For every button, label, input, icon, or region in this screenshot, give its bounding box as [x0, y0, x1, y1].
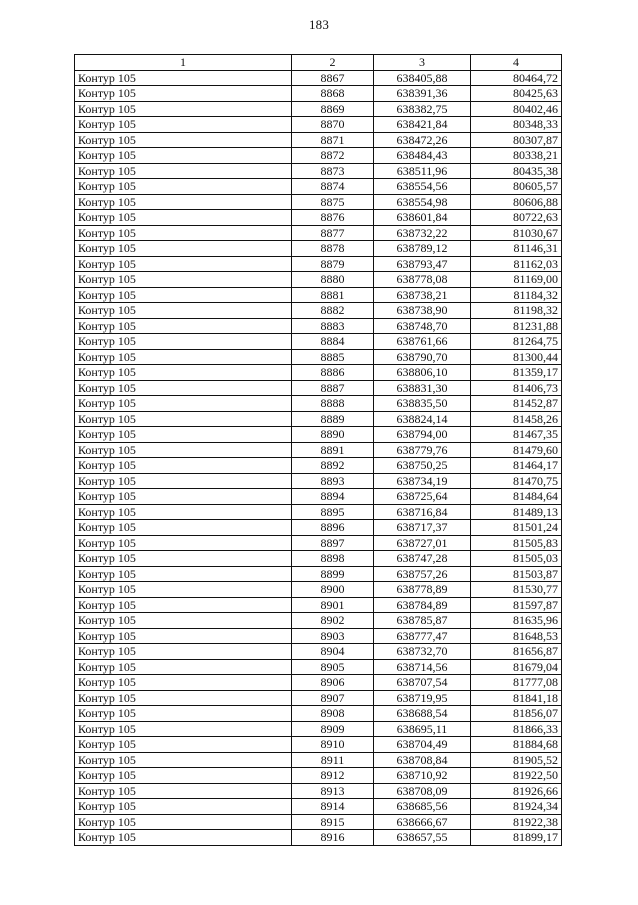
point-number-cell: 8877: [292, 225, 374, 241]
y-coordinate-cell: 81926,66: [471, 783, 562, 799]
x-coordinate-cell: 638708,84: [374, 752, 471, 768]
contour-name-cell: Контур 105: [75, 303, 292, 319]
point-number-cell: 8902: [292, 613, 374, 629]
y-coordinate-cell: 81231,88: [471, 318, 562, 334]
point-number-cell: 8870: [292, 117, 374, 133]
point-number-cell: 8871: [292, 132, 374, 148]
table-row: [75, 411, 562, 427]
point-number-cell: 8876: [292, 210, 374, 226]
table-row: [75, 830, 562, 846]
contour-name-cell: Контур 105: [75, 644, 292, 660]
contour-name-cell: Контур 105: [75, 768, 292, 784]
point-number-cell: 8911: [292, 752, 374, 768]
table-row: [75, 752, 562, 768]
y-coordinate-cell: 81484,64: [471, 489, 562, 505]
point-number-cell: 8887: [292, 380, 374, 396]
contour-name-cell: Контур 105: [75, 830, 292, 846]
point-number-cell: 8904: [292, 644, 374, 660]
x-coordinate-cell: 638824,14: [374, 411, 471, 427]
table-row: [75, 721, 562, 737]
x-coordinate-cell: 638719,95: [374, 690, 471, 706]
y-coordinate-cell: 81467,35: [471, 427, 562, 443]
table-row: [75, 520, 562, 536]
contour-name-cell: Контур 105: [75, 411, 292, 427]
contour-name-cell: Контур 105: [75, 752, 292, 768]
table-row: [75, 535, 562, 551]
contour-name-cell: Контур 105: [75, 737, 292, 753]
x-coordinate-cell: 638732,70: [374, 644, 471, 660]
contour-name-cell: Контур 105: [75, 287, 292, 303]
contour-name-cell: Контур 105: [75, 86, 292, 102]
table-row: [75, 737, 562, 753]
y-coordinate-cell: 81905,52: [471, 752, 562, 768]
point-number-cell: 8892: [292, 458, 374, 474]
y-coordinate-cell: 80722,63: [471, 210, 562, 226]
x-coordinate-cell: 638405,88: [374, 70, 471, 86]
contour-name-cell: Контур 105: [75, 551, 292, 567]
y-coordinate-cell: 80605,57: [471, 179, 562, 195]
header-cell-4: 4: [471, 55, 562, 71]
contour-name-cell: Контур 105: [75, 194, 292, 210]
table-row: [75, 287, 562, 303]
contour-name-cell: Контур 105: [75, 473, 292, 489]
point-number-cell: 8912: [292, 768, 374, 784]
x-coordinate-cell: 638732,22: [374, 225, 471, 241]
contour-name-cell: Контур 105: [75, 814, 292, 830]
table-row: [75, 644, 562, 660]
contour-name-cell: Контур 105: [75, 318, 292, 334]
contour-name-cell: Контур 105: [75, 70, 292, 86]
x-coordinate-cell: 638554,56: [374, 179, 471, 195]
contour-name-cell: Контур 105: [75, 582, 292, 598]
contour-name-cell: Контур 105: [75, 365, 292, 381]
contour-name-cell: Контур 105: [75, 225, 292, 241]
x-coordinate-cell: 638704,49: [374, 737, 471, 753]
point-number-cell: 8885: [292, 349, 374, 365]
point-number-cell: 8915: [292, 814, 374, 830]
point-number-cell: 8868: [292, 86, 374, 102]
table-row: [75, 613, 562, 629]
x-coordinate-cell: 638716,84: [374, 504, 471, 520]
table-row: [75, 442, 562, 458]
y-coordinate-cell: 80338,21: [471, 148, 562, 164]
x-coordinate-cell: 638738,21: [374, 287, 471, 303]
point-number-cell: 8910: [292, 737, 374, 753]
table-row: [75, 241, 562, 257]
contour-name-cell: Контур 105: [75, 659, 292, 675]
point-number-cell: 8874: [292, 179, 374, 195]
table-row: [75, 675, 562, 691]
table-row: [75, 427, 562, 443]
y-coordinate-cell: 81648,53: [471, 628, 562, 644]
point-number-cell: 8886: [292, 365, 374, 381]
y-coordinate-cell: 81184,32: [471, 287, 562, 303]
point-number-cell: 8906: [292, 675, 374, 691]
x-coordinate-cell: 638717,37: [374, 520, 471, 536]
point-number-cell: 8908: [292, 706, 374, 722]
y-coordinate-cell: 81505,03: [471, 551, 562, 567]
y-coordinate-cell: 81162,03: [471, 256, 562, 272]
x-coordinate-cell: 638750,25: [374, 458, 471, 474]
y-coordinate-cell: 81884,68: [471, 737, 562, 753]
y-coordinate-cell: 81359,17: [471, 365, 562, 381]
contour-name-cell: Контур 105: [75, 101, 292, 117]
y-coordinate-cell: 81198,32: [471, 303, 562, 319]
contour-name-cell: Контур 105: [75, 706, 292, 722]
contour-name-cell: Контур 105: [75, 272, 292, 288]
point-number-cell: 8896: [292, 520, 374, 536]
x-coordinate-cell: 638657,55: [374, 830, 471, 846]
point-number-cell: 8901: [292, 597, 374, 613]
point-number-cell: 8897: [292, 535, 374, 551]
point-number-cell: 8889: [292, 411, 374, 427]
x-coordinate-cell: 638789,12: [374, 241, 471, 257]
x-coordinate-cell: 638601,84: [374, 210, 471, 226]
table-row: [75, 380, 562, 396]
table-row: [75, 148, 562, 164]
point-number-cell: 8907: [292, 690, 374, 706]
table-row: [75, 303, 562, 319]
contour-name-cell: Контур 105: [75, 783, 292, 799]
table-row: [75, 799, 562, 815]
table-row: [75, 334, 562, 350]
x-coordinate-cell: 638484,43: [374, 148, 471, 164]
x-coordinate-cell: 638666,67: [374, 814, 471, 830]
y-coordinate-cell: 80402,46: [471, 101, 562, 117]
table-row: [75, 473, 562, 489]
contour-name-cell: Контур 105: [75, 628, 292, 644]
y-coordinate-cell: 81169,00: [471, 272, 562, 288]
table-row: [75, 628, 562, 644]
x-coordinate-cell: 638757,26: [374, 566, 471, 582]
coordinates-table: [74, 54, 562, 846]
contour-name-cell: Контур 105: [75, 132, 292, 148]
y-coordinate-cell: 81458,26: [471, 411, 562, 427]
y-coordinate-cell: 80348,33: [471, 117, 562, 133]
point-number-cell: 8913: [292, 783, 374, 799]
y-coordinate-cell: 81866,33: [471, 721, 562, 737]
x-coordinate-cell: 638747,28: [374, 551, 471, 567]
table-row: [75, 179, 562, 195]
x-coordinate-cell: 638708,09: [374, 783, 471, 799]
x-coordinate-cell: 638835,50: [374, 396, 471, 412]
x-coordinate-cell: 638727,01: [374, 535, 471, 551]
x-coordinate-cell: 638778,08: [374, 272, 471, 288]
x-coordinate-cell: 638421,84: [374, 117, 471, 133]
table-body: [75, 55, 562, 846]
contour-name-cell: Контур 105: [75, 256, 292, 272]
y-coordinate-cell: 81899,17: [471, 830, 562, 846]
contour-name-cell: Контур 105: [75, 396, 292, 412]
point-number-cell: 8879: [292, 256, 374, 272]
table-row: [75, 132, 562, 148]
contour-name-cell: Контур 105: [75, 535, 292, 551]
y-coordinate-cell: 81924,34: [471, 799, 562, 815]
table-row: [75, 566, 562, 582]
x-coordinate-cell: 638710,92: [374, 768, 471, 784]
x-coordinate-cell: 638793,47: [374, 256, 471, 272]
point-number-cell: 8909: [292, 721, 374, 737]
y-coordinate-cell: 81470,75: [471, 473, 562, 489]
contour-name-cell: Контур 105: [75, 427, 292, 443]
y-coordinate-cell: 81264,75: [471, 334, 562, 350]
x-coordinate-cell: 638554,98: [374, 194, 471, 210]
contour-name-cell: Контур 105: [75, 148, 292, 164]
point-number-cell: 8872: [292, 148, 374, 164]
table-row: [75, 582, 562, 598]
table-row: [75, 365, 562, 381]
y-coordinate-cell: 81501,24: [471, 520, 562, 536]
table-row: [75, 458, 562, 474]
x-coordinate-cell: 638725,64: [374, 489, 471, 505]
y-coordinate-cell: 81922,50: [471, 768, 562, 784]
x-coordinate-cell: 638748,70: [374, 318, 471, 334]
y-coordinate-cell: 81452,87: [471, 396, 562, 412]
x-coordinate-cell: 638695,11: [374, 721, 471, 737]
point-number-cell: 8882: [292, 303, 374, 319]
table-header-row: [75, 55, 562, 71]
table-row: [75, 272, 562, 288]
table-row: [75, 225, 562, 241]
y-coordinate-cell: 80307,87: [471, 132, 562, 148]
table-row: [75, 318, 562, 334]
header-cell-3: 3: [374, 55, 471, 71]
contour-name-cell: Контур 105: [75, 210, 292, 226]
contour-name-cell: Контур 105: [75, 334, 292, 350]
contour-name-cell: Контур 105: [75, 458, 292, 474]
contour-name-cell: Контур 105: [75, 520, 292, 536]
y-coordinate-cell: 81464,17: [471, 458, 562, 474]
y-coordinate-cell: 81656,87: [471, 644, 562, 660]
x-coordinate-cell: 638734,19: [374, 473, 471, 489]
header-cell-2: 2: [292, 55, 374, 71]
y-coordinate-cell: 81503,87: [471, 566, 562, 582]
table-row: [75, 101, 562, 117]
y-coordinate-cell: 81635,96: [471, 613, 562, 629]
table-row: [75, 504, 562, 520]
y-coordinate-cell: 81479,60: [471, 442, 562, 458]
point-number-cell: 8914: [292, 799, 374, 815]
table-row: [75, 117, 562, 133]
table-row: [75, 256, 562, 272]
contour-name-cell: Контур 105: [75, 349, 292, 365]
y-coordinate-cell: 81679,04: [471, 659, 562, 675]
point-number-cell: 8883: [292, 318, 374, 334]
table-row: [75, 597, 562, 613]
y-coordinate-cell: 81146,31: [471, 241, 562, 257]
x-coordinate-cell: 638778,89: [374, 582, 471, 598]
table-row: [75, 86, 562, 102]
table-row: [75, 659, 562, 675]
header-cell-1: 1: [75, 55, 292, 71]
contour-name-cell: Контур 105: [75, 566, 292, 582]
y-coordinate-cell: 81030,67: [471, 225, 562, 241]
x-coordinate-cell: 638806,10: [374, 365, 471, 381]
x-coordinate-cell: 638831,30: [374, 380, 471, 396]
x-coordinate-cell: 638472,26: [374, 132, 471, 148]
point-number-cell: 8898: [292, 551, 374, 567]
y-coordinate-cell: 80464,72: [471, 70, 562, 86]
y-coordinate-cell: 81856,07: [471, 706, 562, 722]
table-row: [75, 210, 562, 226]
x-coordinate-cell: 638685,56: [374, 799, 471, 815]
x-coordinate-cell: 638790,70: [374, 349, 471, 365]
table-row: [75, 814, 562, 830]
x-coordinate-cell: 638707,54: [374, 675, 471, 691]
contour-name-cell: Контур 105: [75, 179, 292, 195]
y-coordinate-cell: 81300,44: [471, 349, 562, 365]
table-row: [75, 768, 562, 784]
point-number-cell: 8873: [292, 163, 374, 179]
contour-name-cell: Контур 105: [75, 241, 292, 257]
y-coordinate-cell: 80606,88: [471, 194, 562, 210]
point-number-cell: 8891: [292, 442, 374, 458]
point-number-cell: 8905: [292, 659, 374, 675]
y-coordinate-cell: 81505,83: [471, 535, 562, 551]
x-coordinate-cell: 638511,96: [374, 163, 471, 179]
x-coordinate-cell: 638779,76: [374, 442, 471, 458]
contour-name-cell: Контур 105: [75, 380, 292, 396]
y-coordinate-cell: 81777,08: [471, 675, 562, 691]
x-coordinate-cell: 638785,87: [374, 613, 471, 629]
point-number-cell: 8888: [292, 396, 374, 412]
y-coordinate-cell: 81489,13: [471, 504, 562, 520]
y-coordinate-cell: 81922,38: [471, 814, 562, 830]
point-number-cell: 8884: [292, 334, 374, 350]
x-coordinate-cell: 638738,90: [374, 303, 471, 319]
point-number-cell: 8899: [292, 566, 374, 582]
point-number-cell: 8875: [292, 194, 374, 210]
page-number: 183: [308, 17, 330, 32]
x-coordinate-cell: 638777,47: [374, 628, 471, 644]
contour-name-cell: Контур 105: [75, 504, 292, 520]
table-row: [75, 70, 562, 86]
contour-name-cell: Контур 105: [75, 675, 292, 691]
contour-name-cell: Контур 105: [75, 613, 292, 629]
x-coordinate-cell: 638688,54: [374, 706, 471, 722]
x-coordinate-cell: 638382,75: [374, 101, 471, 117]
y-coordinate-cell: 81406,73: [471, 380, 562, 396]
x-coordinate-cell: 638761,66: [374, 334, 471, 350]
point-number-cell: 8869: [292, 101, 374, 117]
y-coordinate-cell: 81530,77: [471, 582, 562, 598]
contour-name-cell: Контур 105: [75, 442, 292, 458]
point-number-cell: 8881: [292, 287, 374, 303]
contour-name-cell: Контур 105: [75, 597, 292, 613]
x-coordinate-cell: 638784,89: [374, 597, 471, 613]
point-number-cell: 8894: [292, 489, 374, 505]
point-number-cell: 8895: [292, 504, 374, 520]
x-coordinate-cell: 638794,00: [374, 427, 471, 443]
contour-name-cell: Контур 105: [75, 489, 292, 505]
point-number-cell: 8880: [292, 272, 374, 288]
x-coordinate-cell: 638391,36: [374, 86, 471, 102]
point-number-cell: 8900: [292, 582, 374, 598]
table-row: [75, 163, 562, 179]
y-coordinate-cell: 80435,38: [471, 163, 562, 179]
point-number-cell: 8890: [292, 427, 374, 443]
table-row: [75, 690, 562, 706]
table-row: [75, 783, 562, 799]
y-coordinate-cell: 81841,18: [471, 690, 562, 706]
point-number-cell: 8903: [292, 628, 374, 644]
y-coordinate-cell: 80425,63: [471, 86, 562, 102]
table-row: [75, 396, 562, 412]
point-number-cell: 8916: [292, 830, 374, 846]
table-row: [75, 706, 562, 722]
y-coordinate-cell: 81597,87: [471, 597, 562, 613]
contour-name-cell: Контур 105: [75, 799, 292, 815]
contour-name-cell: Контур 105: [75, 163, 292, 179]
x-coordinate-cell: 638714,56: [374, 659, 471, 675]
point-number-cell: 8867: [292, 70, 374, 86]
table-row: [75, 349, 562, 365]
table-row: [75, 194, 562, 210]
point-number-cell: 8878: [292, 241, 374, 257]
point-number-cell: 8893: [292, 473, 374, 489]
contour-name-cell: Контур 105: [75, 690, 292, 706]
contour-name-cell: Контур 105: [75, 117, 292, 133]
contour-name-cell: Контур 105: [75, 721, 292, 737]
table-row: [75, 489, 562, 505]
table-row: [75, 551, 562, 567]
